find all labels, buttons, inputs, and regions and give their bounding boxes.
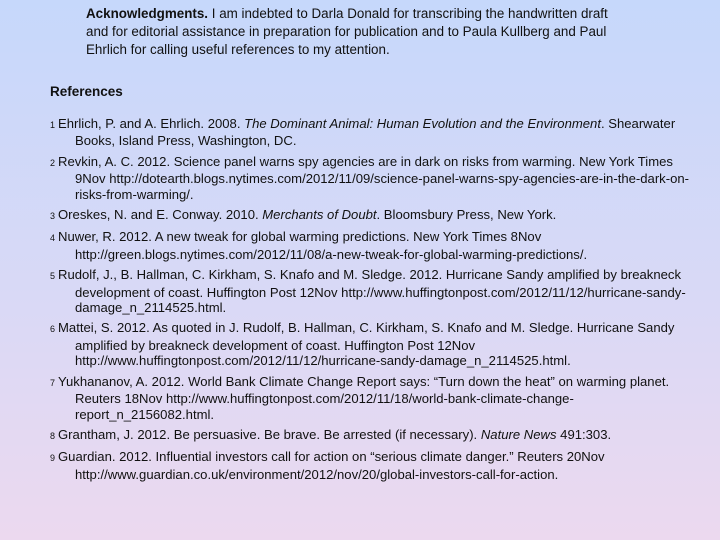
reference-number: 5 xyxy=(50,271,56,282)
reference-text: Nuwer, R. 2012. A new tweak for global warming predictions. New York Times 8Nov http://green.blogs.nytimes.com/2012/11/08/a-new-tweak-for-global-warming-predictions/. xyxy=(58,229,588,262)
reference-italic-title: Merchants of Doubt xyxy=(262,207,377,223)
reference-item xyxy=(50,320,698,368)
acknowledgments-paragraph xyxy=(86,5,626,59)
reference-number: 7 xyxy=(50,377,56,388)
reference-text-end: 491:303. xyxy=(556,426,612,442)
reference-italic-title: The Dominant Animal: Human Evolution and the Environment xyxy=(244,116,601,131)
reference-item xyxy=(50,229,698,262)
reference-item xyxy=(50,449,698,482)
reference-number: 1 xyxy=(50,120,56,130)
reference-item xyxy=(50,427,698,444)
reference-text: Oreskes, N. and E. Conway. 2010. xyxy=(58,207,263,223)
reference-item xyxy=(50,207,698,224)
reference-number: 2 xyxy=(50,157,56,168)
reference-text: Guardian. 2012. Influential investors call for action on “serious climate danger.” Reuters 20Nov http://www.guardian.co.uk/environment/2012/nov/20/global-investors-call-for-action. xyxy=(58,449,605,482)
acknowledgments-text: I am indebted to Darla Donald for transcribing the handwritten draft and for editorial assistance in preparation for publication and to Paula Kullberg and Paul Ehrlich for calling useful references to my attention. xyxy=(86,6,608,57)
reference-text-end: . Bloomsbury Press, New York. xyxy=(376,207,557,223)
reference-number: 9 xyxy=(50,453,56,464)
reference-italic-title: Nature News xyxy=(480,426,557,442)
reference-number: 3 xyxy=(50,211,56,222)
reference-number: 6 xyxy=(50,324,56,335)
reference-text: Yukhananov, A. 2012. World Bank Climate Change Report says: “Turn down the heat” on warming planet. Reuters 18Nov http://www.huffingtonpost.com/2012/11/18/world-bank-climate-change-report_n_2156082.html. xyxy=(58,373,670,422)
reference-item xyxy=(50,267,698,315)
reference-text: Revkin, A. C. 2012. Science panel warns spy agencies are in dark on risks from warming. New York Times 9Nov http://dotearth.blogs.nytimes.com/2012/11/09/science-panel-warns-spy-agencies-are-in-the-dark-on-risks-from-warming/. xyxy=(58,153,690,202)
reference-number: 4 xyxy=(50,233,56,244)
reference-item xyxy=(50,374,698,422)
reference-number: 8 xyxy=(50,430,56,441)
reference-text: Mattei, S. 2012. As quoted in J. Rudolf, B. Hallman, C. Kirkham, S. Knafo and M. Sledge. Hurricane Sandy amplified by breakneck development of coast. Huffington Post 12Nov http://www.huffingtonpost.com/2012/11/12/hurricane-sandy-damage_n_2114525.html. xyxy=(58,320,675,369)
reference-item xyxy=(50,154,698,202)
references-list xyxy=(50,116,698,487)
references-title: References xyxy=(50,84,123,99)
acknowledgments-heading: Acknowledgments. xyxy=(86,6,209,21)
reference-text: Grantham, J. 2012. Be persuasive. Be brave. Be arrested (if necessary). xyxy=(58,426,481,442)
reference-text-end: . Shearwater Books, Island Press, Washington, DC. xyxy=(75,116,676,149)
reference-text: Ehrlich, P. and A. Ehrlich. 2008. xyxy=(58,116,245,131)
reference-item xyxy=(50,116,698,149)
reference-text: Rudolf, J., B. Hallman, C. Kirkham, S. Knafo and M. Sledge. 2012. Hurricane Sandy amplified by breakneck development of coast. Huffington Post 12Nov http://www.huffingtonpost.com/2012/11/12/hurricane-sandy-damage_n_2114525.html. xyxy=(58,267,686,316)
